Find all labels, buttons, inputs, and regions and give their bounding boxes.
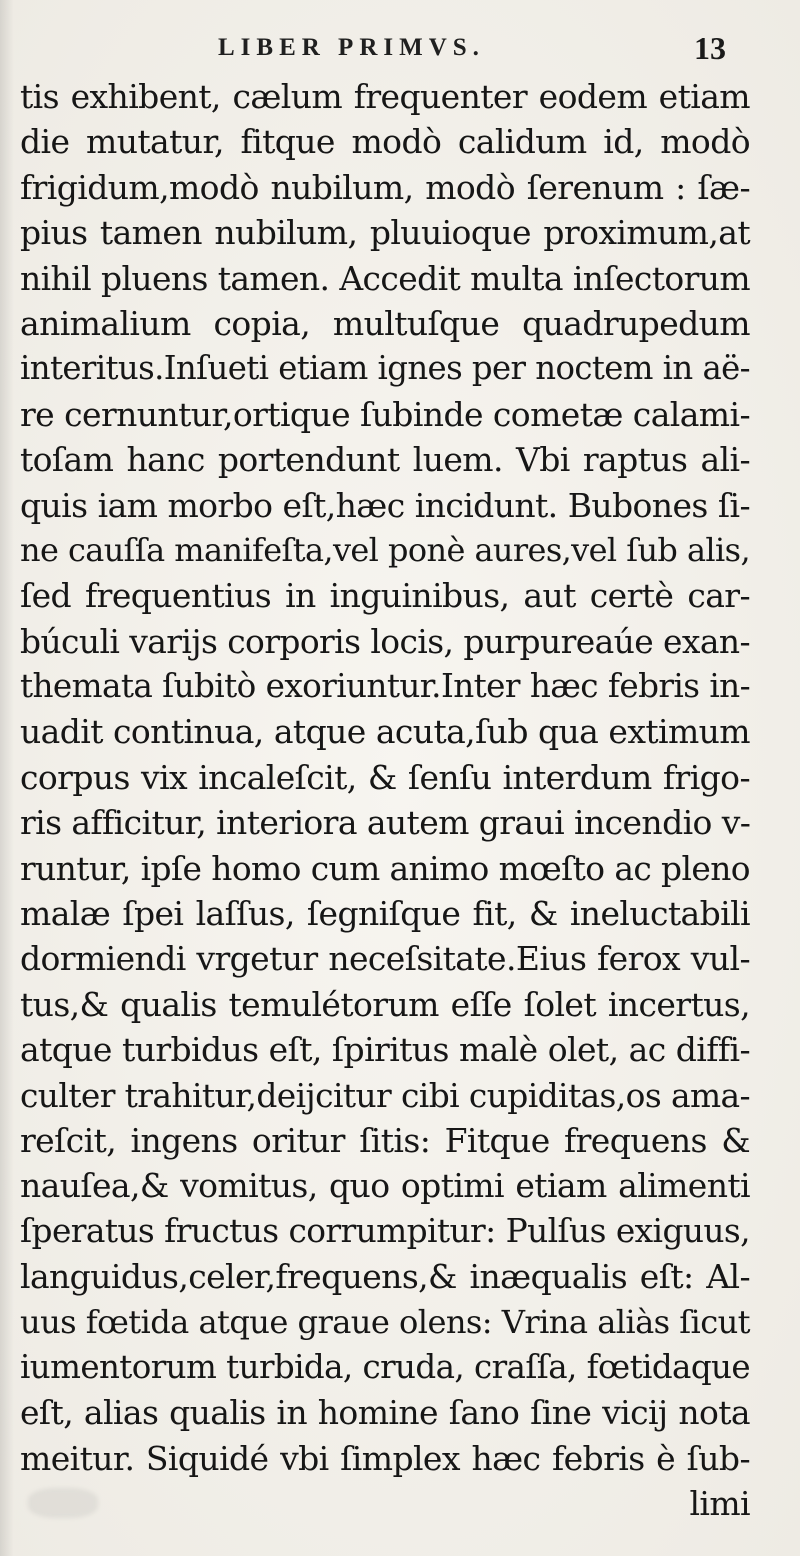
text-line: interitus.Inſueti etiam ignes per noctem in aë- [20, 349, 750, 388]
text-line: re cernuntur,ortique ſubinde cometæ calami- [20, 394, 750, 434]
text-line: languidus,celer,frequens,& inæqualis eſt: Al- [20, 1257, 750, 1297]
text-line: malæ ſpei laſſus, ſegniſque fit, & ineluctabili [20, 894, 750, 934]
text-line: frigidum,modò nubilum, modò ſerenum : ſæ- [20, 167, 750, 207]
text-line: runtur, ipſe homo cum animo mœſto ac pleno [20, 848, 750, 888]
text-line: pius tamen nubilum, pluuioque proximum,at [20, 213, 750, 253]
text-line: iumentorum turbida, cruda, craſſa, fœtidaque [20, 1347, 750, 1386]
text-line: corpus vix incaleſcit, & ſenſu interdum frigo- [20, 757, 750, 797]
text-line: tis exhibent, cælum frequenter eodem etiam [20, 77, 750, 116]
text-line: themata ſubitò exoriuntur.Inter hæc febris in- [20, 667, 750, 706]
text-line: eſt, alias qualis in homine ſano ſine vicij nota [20, 1393, 750, 1433]
text-line: toſam hanc portendunt luem. Vbi raptus ali- [20, 440, 750, 480]
text-line: búculi varijs corporis locis, purpureaúe exan- [20, 621, 750, 661]
text-line: limi [689, 1484, 750, 1524]
page-number: 13 [694, 30, 726, 66]
text-line: nihil pluens tamen. Accedit multa inſectorum [20, 258, 750, 298]
text-line: ris afficitur, interiora autem graui incendio v- [20, 803, 751, 843]
text-line: dormiendi vrgetur neceſsitate.Eius ferox vul- [20, 939, 750, 979]
text-line: die mutatur, fitque modò calidum id, modò [20, 122, 750, 162]
text-line: quis iam morbo eſt,hæc incidunt. Bubones ſi- [20, 485, 750, 525]
text-line: uadit continua, atque acuta,ſub qua extimum [20, 712, 750, 752]
running-title: LIBER PRIMVS. [218, 34, 485, 61]
ink-smudge [28, 1488, 98, 1518]
text-line: reſcit, ingens oritur ſitis: Fitque frequens & [20, 1120, 750, 1160]
text-line: ſperatus fructus corrumpitur: Pulſus exiguus, [20, 1211, 750, 1250]
text-line: atque turbidus eſt, ſpiritus malè olet, ac diffi- [20, 1030, 750, 1070]
text-line: ne cauſſa manifeſta,vel ponè aures,vel ſub alis, [20, 530, 750, 569]
text-line: culter trahitur,deijcitur cibi cupiditas,os ama- [20, 1075, 750, 1115]
running-head [0, 30, 800, 66]
body-text [20, 74, 750, 1527]
text-line: animalium copia, multuſque quadrupedum [20, 303, 750, 343]
text-line: nauſea,& vomitus, quo optimi etiam alimenti [20, 1166, 750, 1206]
text-line: tus,& qualis temulétorum eſſe ſolet incertus, [20, 984, 750, 1024]
text-line: uus fœtida atque graue olens: Vrina aliàs ſicut [20, 1302, 750, 1341]
text-line: meitur. Siquidé vbi ſimplex hæc febris è ſub- [20, 1438, 750, 1478]
text-line: ſed frequentius in inguinibus, aut certè car- [20, 576, 750, 616]
